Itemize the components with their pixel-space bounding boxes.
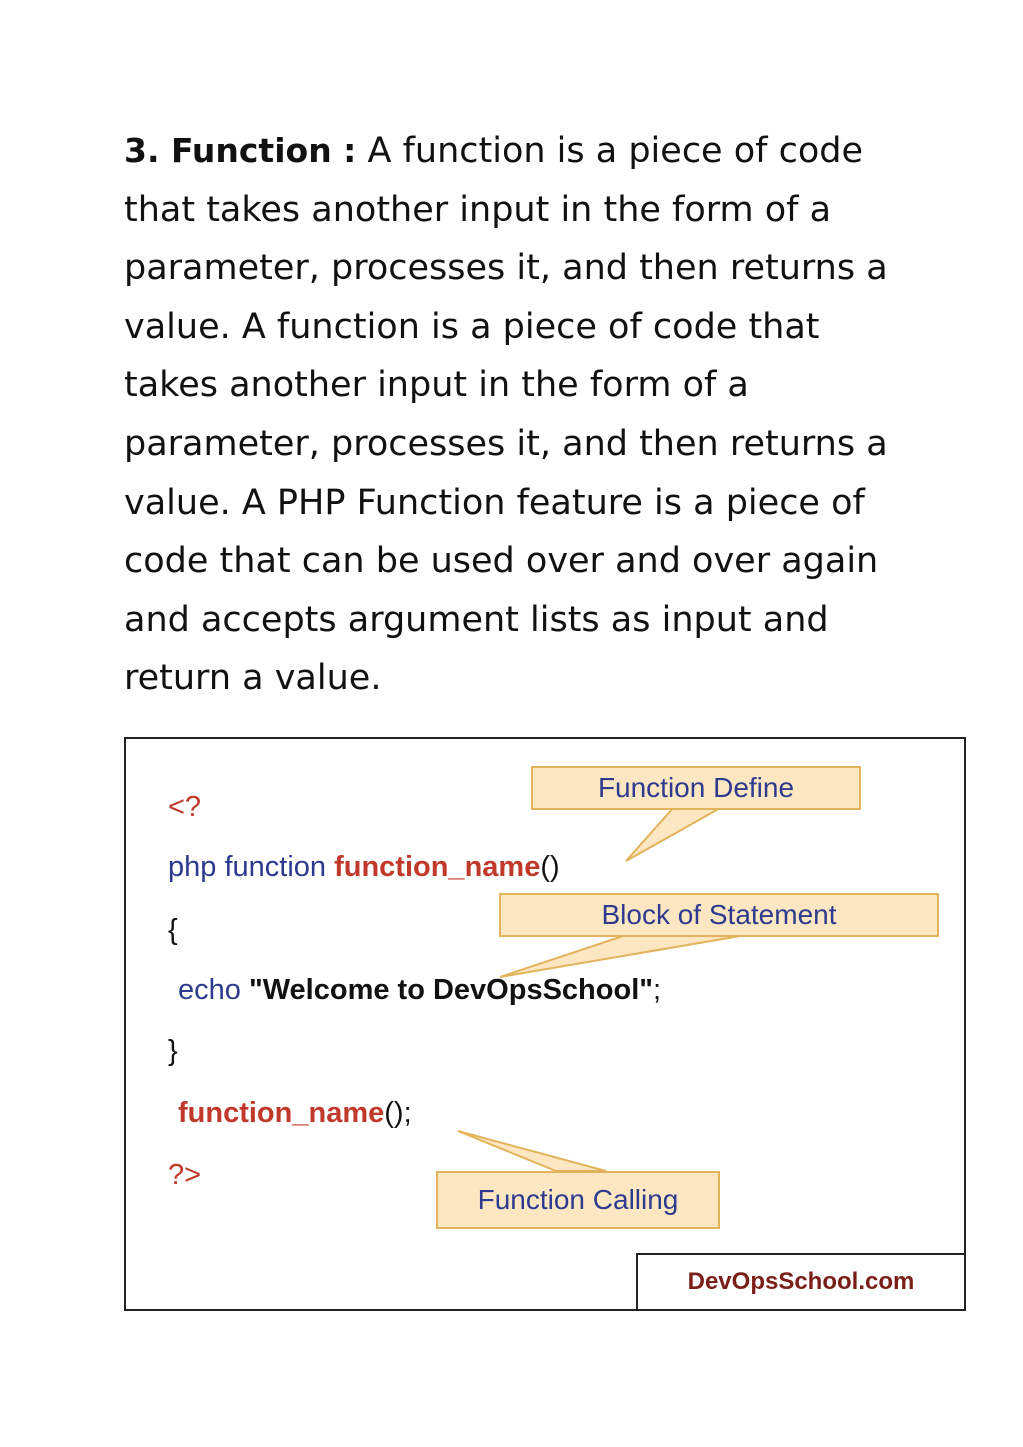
paragraph-body: A function is a piece of code that takes another input in the form of a parameter, processes it, and then returns a value. A function is a piece of code that takes another input in the form of a parameter, processes it, and then returns a value. A PHP Function feature is a piece of code that can be used over and over again and accepts argument lists as input and return a value. [124,131,888,699]
callout-function-calling: Function Calling [436,1171,720,1229]
code-call-name: function_name [178,1097,385,1129]
code-function-call [178,1097,412,1130]
code-echo-statement [178,974,661,1007]
code-open-tag: <? [168,791,202,823]
code-function-name: function_name [334,851,541,883]
code-function-declaration [168,851,560,884]
code-echo-semicolon: ; [653,974,662,1006]
function-paragraph [124,122,904,708]
calling-leader [458,1131,606,1171]
code-php-function-keywords: php function [168,851,327,883]
code-echo-string: "Welcome to DevOpsSchool" [248,974,653,1006]
code-echo-keyword: echo [178,974,241,1006]
callout-function-define: Function Define [531,766,861,810]
code-close-brace: } [168,1035,178,1067]
php-function-figure [124,737,966,1311]
block-leader [500,935,746,977]
paragraph-lead: 3. Function : [124,131,357,170]
define-leader [626,807,722,861]
callout-block-of-statement: Block of Statement [499,893,939,937]
devopsschool-brand: DevOpsSchool.com [636,1253,966,1311]
code-close-tag: ?> [168,1159,202,1191]
code-open-brace: { [168,914,178,946]
code-call-parens: (); [384,1097,412,1129]
code-declaration-parens: () [540,851,560,883]
